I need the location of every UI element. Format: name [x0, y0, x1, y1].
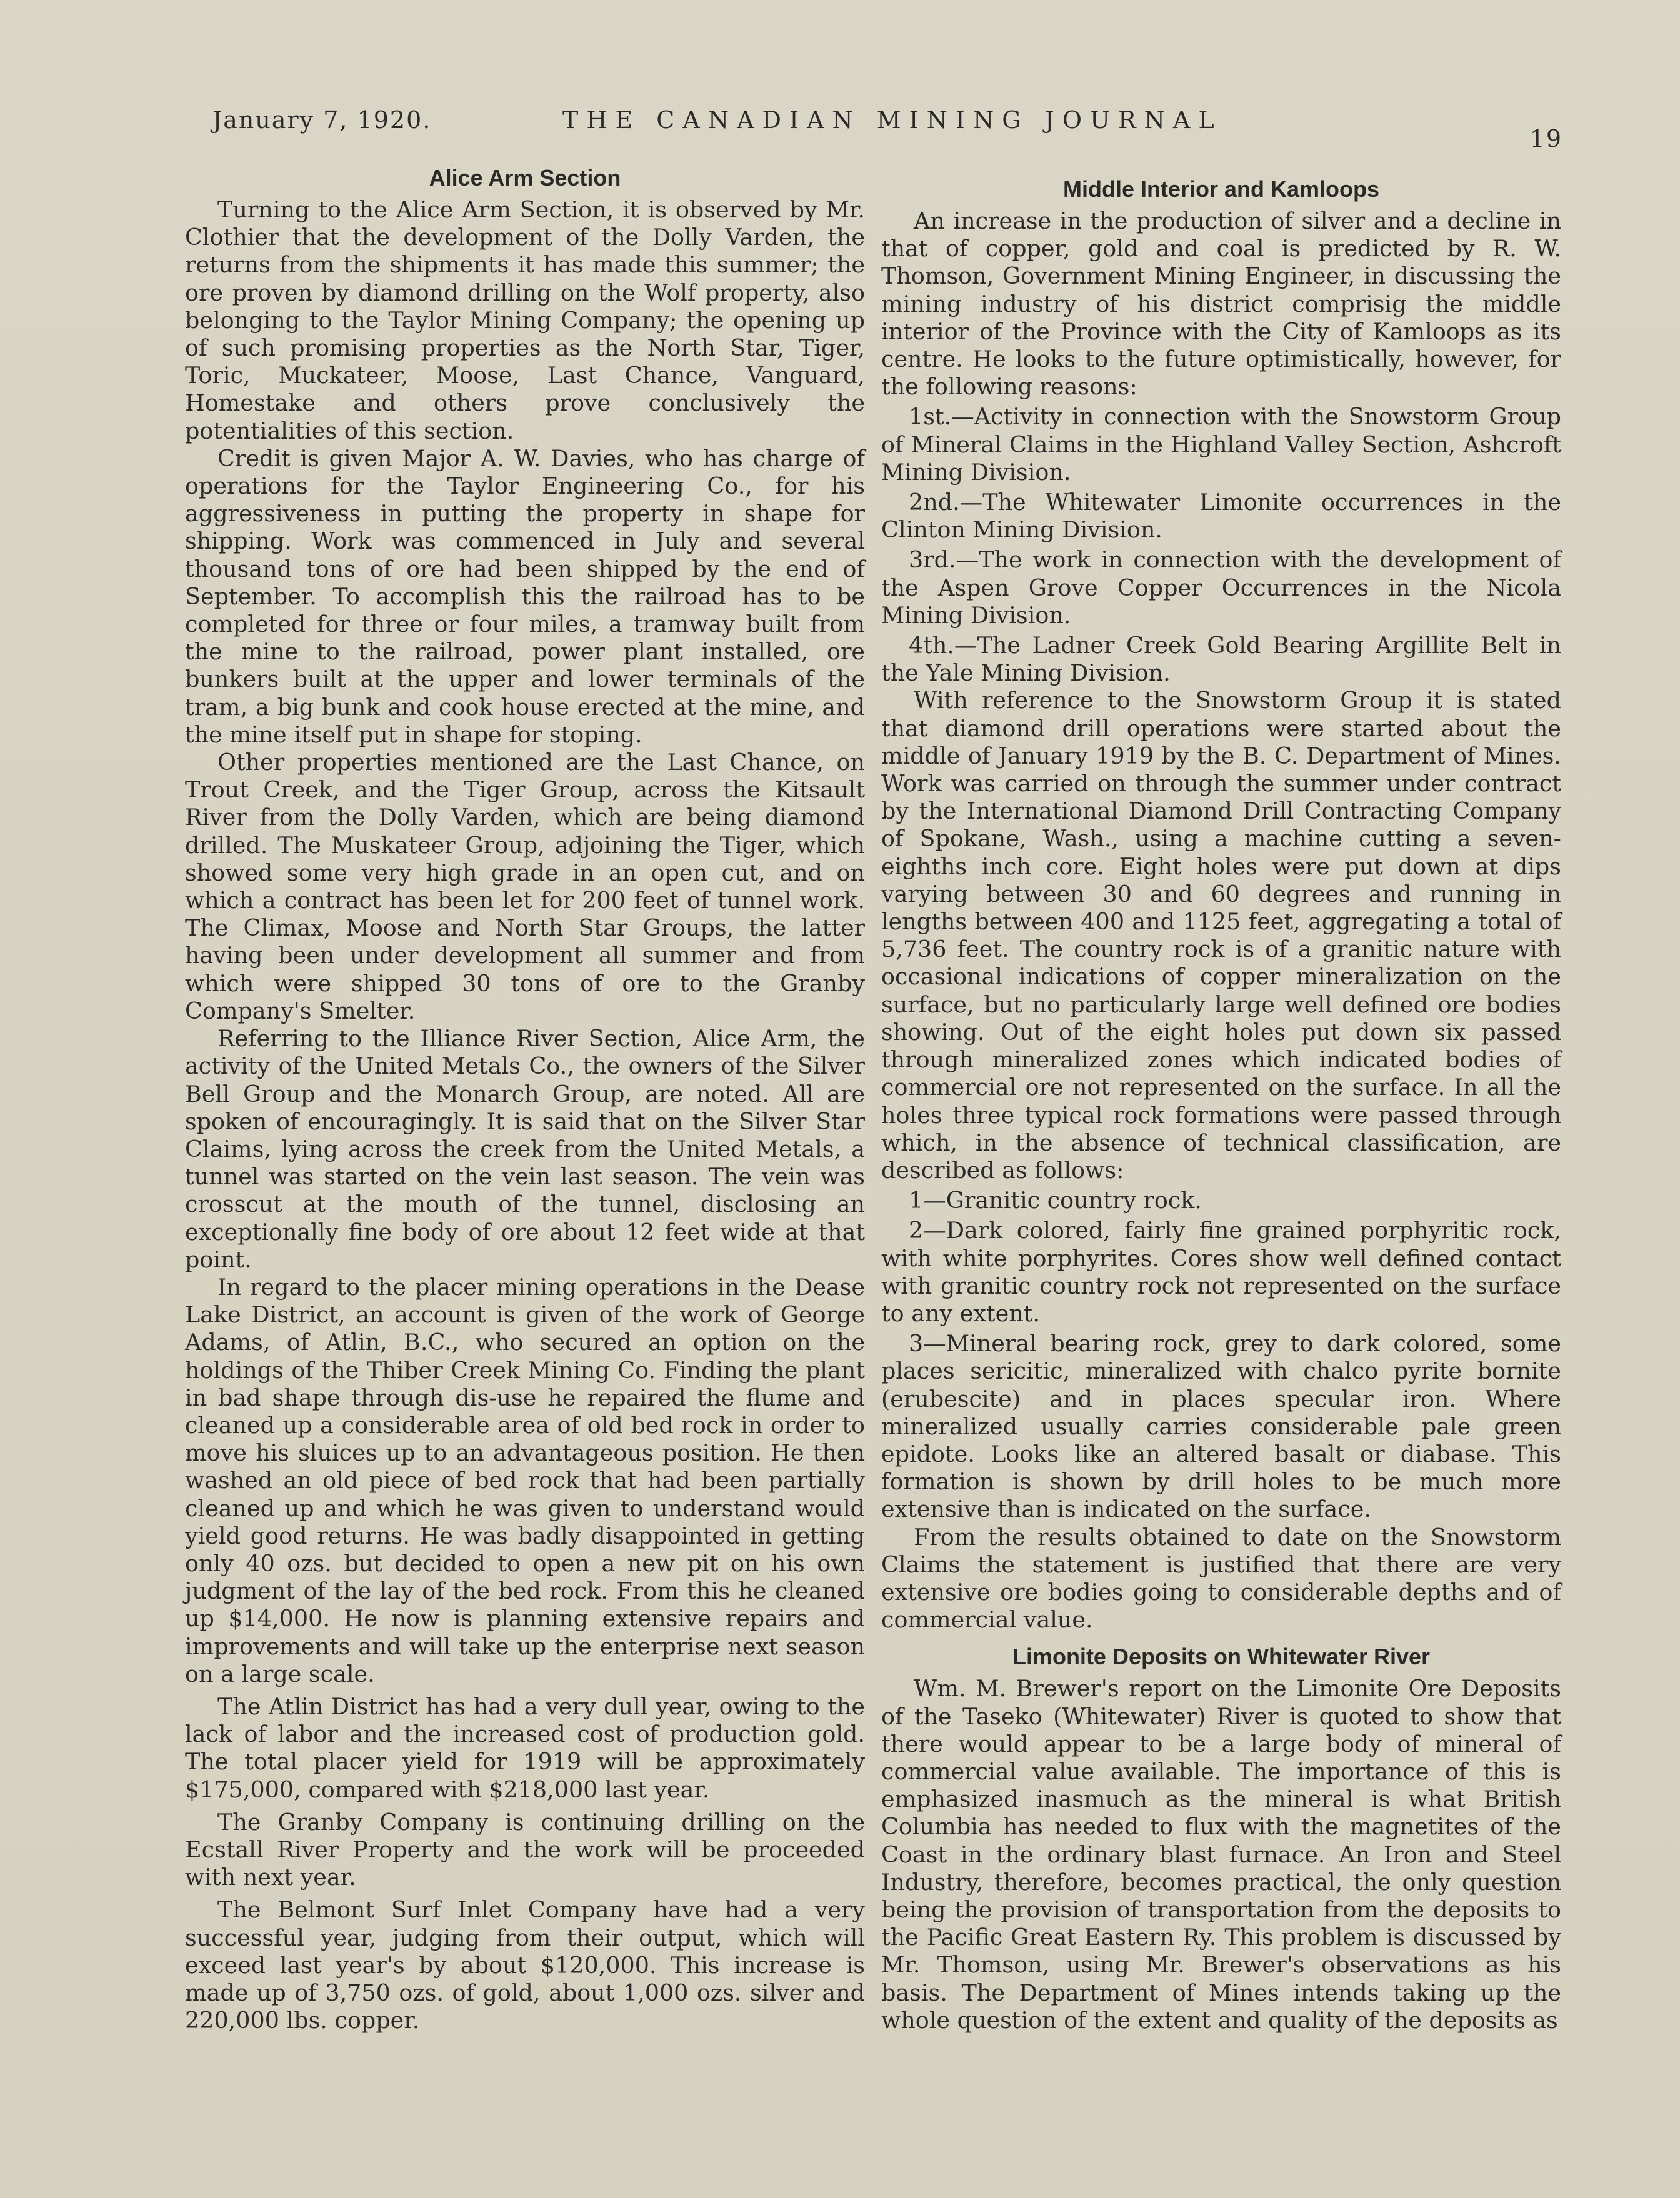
- reason-item: 4th.—The Ladner Creek Gold Bearing Argillite Belt in the Yale Mining Division.: [881, 632, 1561, 687]
- paragraph: Wm. M. Brewer's report on the Limonite Ore Deposits of the Taseko (Whitewater) River is quoted to show that there would appear to be a large body of mineral of commercial value available. The importance of this is emphasized inasmuch as the mineral is what British Columbia has needed to flux with the magnetites of the Coast in the ordinary blast furnace. An Iron and Steel Industry, therefore, becomes practical, the only question being the provision of transportation from the deposits to the Pacific Great Eastern Ry. This problem is discussed by Mr. Thomson, using Mr. Brewer's observations as his basis. The Department of Mines intends taking up the whole question of the extent and quality of the deposits as: [881, 1675, 1561, 2034]
- right-column: [881, 175, 1561, 2034]
- journal-title: THE CANADIAN MINING JOURNAL: [562, 106, 1222, 134]
- section-heading-limonite: Limonite Deposits on Whitewater River: [1012, 1644, 1431, 1670]
- running-header: [212, 106, 1562, 150]
- page-number: 19: [1529, 125, 1562, 152]
- paragraph: The Belmont Surf Inlet Company have had a very successful year, judging from their output, which will exceed last year's by about $120,000. This increase is made up of 3,750 ozs. of gold, about 1,000 ozs. silver and 220,000 lbs. copper.: [185, 1896, 865, 2034]
- section-heading-alice-arm: Alice Arm Section: [429, 165, 621, 191]
- paragraph: In regard to the placer mining operations in the Dease Lake District, an account is given of the work of George Adams, of Atlin, B.C., who secured an option on the holdings of the Thiber Creek Mining Co. Finding the plant in bad shape through dis-use he repaired the flume and cleaned up a considerable area of old bed rock in order to move his sluices up to an advantageous position. He then washed an old piece of bed rock that had been partially cleaned up and which he was given to understand would yield good returns. He was badly disappointed in getting only 40 ozs. but decided to open a new pit on his own judgment of the lay of the bed rock. From this he cleaned up $14,000. He now is planning extensive repairs and improvements and will take up the enterprise next season on a large scale.: [185, 1273, 865, 1687]
- paragraph: Turning to the Alice Arm Section, it is observed by Mr. Clothier that the development of the Dolly Varden, the returns from the shipments it has made this summer; the ore proven by diamond drilling on the Wolf property, also belonging to the Taylor Mining Company; the opening up of such promising properties as the North Star, Tiger, Toric, Muckateer, Moose, Last Chance, Vanguard, Homestake and others prove conclusively the potentialities of this section.: [185, 196, 865, 444]
- issue-date: January 7, 1920.: [212, 106, 432, 134]
- formation-item: 3—Mineral bearing rock, grey to dark colored, some places sericitic, mineralized with chalco pyrite bornite (erubescite) and in places specular iron. Where mineralized usually carries considerable pale green epidote. Looks like an altered basalt or diabase. This formation is shown by drill holes to be much more extensive than is indicated on the surface.: [881, 1330, 1561, 1523]
- paragraph: An increase in the production of silver and a decline in that of copper, gold and coal is predicted by R. W. Thomson, Government Mining Engineer, in discussing the mining industry of his district comprisig the middle interior of the Province with the City of Kamloops as its centre. He looks to the future optimistically, however, for the following reasons:: [881, 207, 1561, 401]
- reason-item: 3rd.—The work in connection with the development of the Aspen Grove Copper Occurrences in the Nicola Mining Division.: [881, 546, 1561, 629]
- paragraph: From the results obtained to date on the Snowstorm Claims the statement is justified that there are very extensive ore bodies going to considerable depths and of commercial value.: [881, 1523, 1561, 1634]
- section-heading-middle-interior: Middle Interior and Kamloops: [1062, 176, 1380, 202]
- paragraph: Other properties mentioned are the Last Chance, on Trout Creek, and the Tiger Group, across the Kitsault River from the Dolly Varden, which are being diamond drilled. The Muskateer Group, adjoining the Tiger, which showed some very high grade in an open cut, and on which a contract has been let for 200 feet of tunnel work. The Climax, Moose and North Star Groups, the latter having been under development all summer and from which were shipped 30 tons of ore to the Granby Company's Smelter.: [185, 749, 865, 1024]
- paragraph: Credit is given Major A. W. Davies, who has charge of operations for the Taylor Engineering Co., for his aggressiveness in putting the property in shape for shipping. Work was commenced in July and several thousand tons of ore had been shipped by the end of September. To accomplish this the railroad has to be completed for three or four miles, a tramway built from the mine to the railroad, power plant installed, ore bunkers built at the upper and lower terminals of the tram, a big bunk and cook house erected at the mine, and the mine itself put in shape for stoping.: [185, 444, 865, 748]
- left-column: [185, 164, 865, 2034]
- reason-item: 2nd.—The Whitewater Limonite occurrences in the Clinton Mining Division.: [881, 489, 1561, 544]
- paragraph: The Atlin District has had a very dull year, owing to the lack of labor and the increased cost of production gold. The total placer yield for 1919 will be approximately $175,000, compared with $218,000 last year.: [185, 1692, 865, 1803]
- formation-item: 1—Granitic country rock.: [909, 1187, 1202, 1214]
- reason-item: 1st.—Activity in connection with the Snowstorm Group of Mineral Claims in the Highland Valley Section, Ashcroft Mining Division.: [881, 403, 1561, 486]
- paragraph: With reference to the Snowstorm Group it is stated that diamond drill operations were started about the middle of January 1919 by the B. C. Department of Mines. Work was carried on through the summer under contract by the International Diamond Drill Contracting Company of Spokane, Wash., using a machine cutting a seven-eighths inch core. Eight holes were put down at dips varying between 30 and 60 degrees and running in lengths between 400 and 1125 feet, aggregating a total of 5,736 feet. The country rock is of a granitic nature with occasional indications of copper mineralization on the surface, but no particularly large well defined ore bodies showing. Out of the eight holes put down six passed through mineralized zones which indicated bodies of commercial ore not represented on the surface. In all the holes three typical rock formations were passed through which, in the absence of technical classification, are described as follows:: [881, 687, 1561, 1184]
- paragraph: Referring to the Illiance River Section, Alice Arm, the activity of the United Metals Co., the owners of the Silver Bell Group and the Monarch Group, are noted. All are spoken of encouragingly. It is said that on the Silver Star Claims, lying across the creek from the United Metals, a tunnel was started on the vein last season. The vein was crosscut at the mouth of the tunnel, disclosing an exceptionally fine body of ore about 12 feet wide at that point.: [185, 1025, 865, 1273]
- formation-item: 2—Dark colored, fairly fine grained porphyritic rock, with white porphyrites. Cores show well defined contact with granitic country rock not represented on the surface to any extent.: [881, 1217, 1561, 1327]
- paragraph: The Granby Company is continuing drilling on the Ecstall River Property and the work will be proceeded with next year.: [185, 1808, 865, 1891]
